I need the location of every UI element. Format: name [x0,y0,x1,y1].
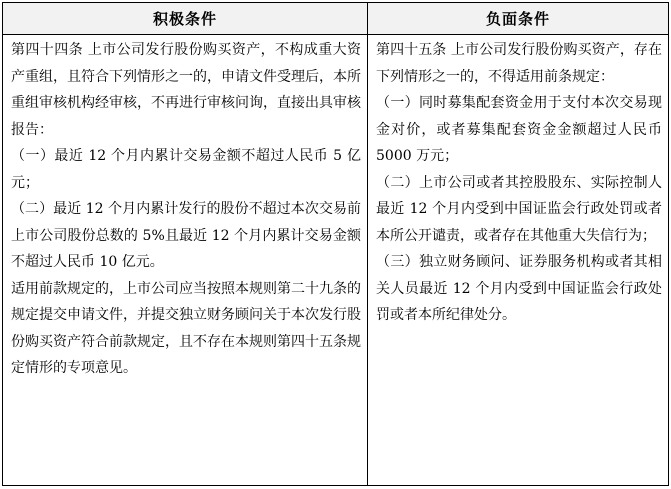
article-44-item-2: （二）最近 12 个月内累计发行的股份不超过本次交易前上市公司股份总数的 5%且最近 12 个月内累计交易金额不超过人民币 10 亿元。 [11,201,361,270]
article-44-intro: 第四十四条 上市公司发行股份购买资产，不构成重大资产重组，且符合下列情形之一的，申请文件受理后，本所重组审核机构经审核，不再进行审核问询，直接出具审核报告： [11,42,361,138]
conditions-table [2,2,669,486]
header-row [3,3,669,35]
article-45-item-2: （二）上市公司或者其控股股东、实际控制人最近 12 个月内受到中国证监会行政处罚或者本所公开谴责，或者存在其他重大失信行为； [376,174,662,244]
content-row [3,35,669,486]
article-44-closing: 适用前款规定的，上市公司应当按照本规则第二十九条的规定提交申请文件，并提交独立财务顾问关于本次发行股份购买资产符合前款规定，且不存在本规则第四十五条规定情形的专项意见。 [11,280,361,376]
negative-conditions-header: 负面条件 [368,3,669,35]
positive-conditions-header: 积极条件 [3,3,368,35]
article-45-intro: 第四十五条 上市公司发行股份购买资产，存在下列情形之一的，不得适用前条规定： [376,42,662,85]
article-45-item-1: （一）同时募集配套资金用于支付本次交易现金对价，或者募集配套资金金额超过人民币 5000 万元； [376,95,662,164]
article-44-item-1: （一）最近 12 个月内累计交易金额不超过人民币 5 亿元； [11,148,361,191]
positive-conditions-cell [3,35,368,486]
article-45-item-3: （三）独立财务顾问、证券服务机构或者其相关人员最近 12 个月内受到中国证监会行政处罚或者本所纪律处分。 [376,254,662,323]
negative-conditions-cell [368,35,669,486]
